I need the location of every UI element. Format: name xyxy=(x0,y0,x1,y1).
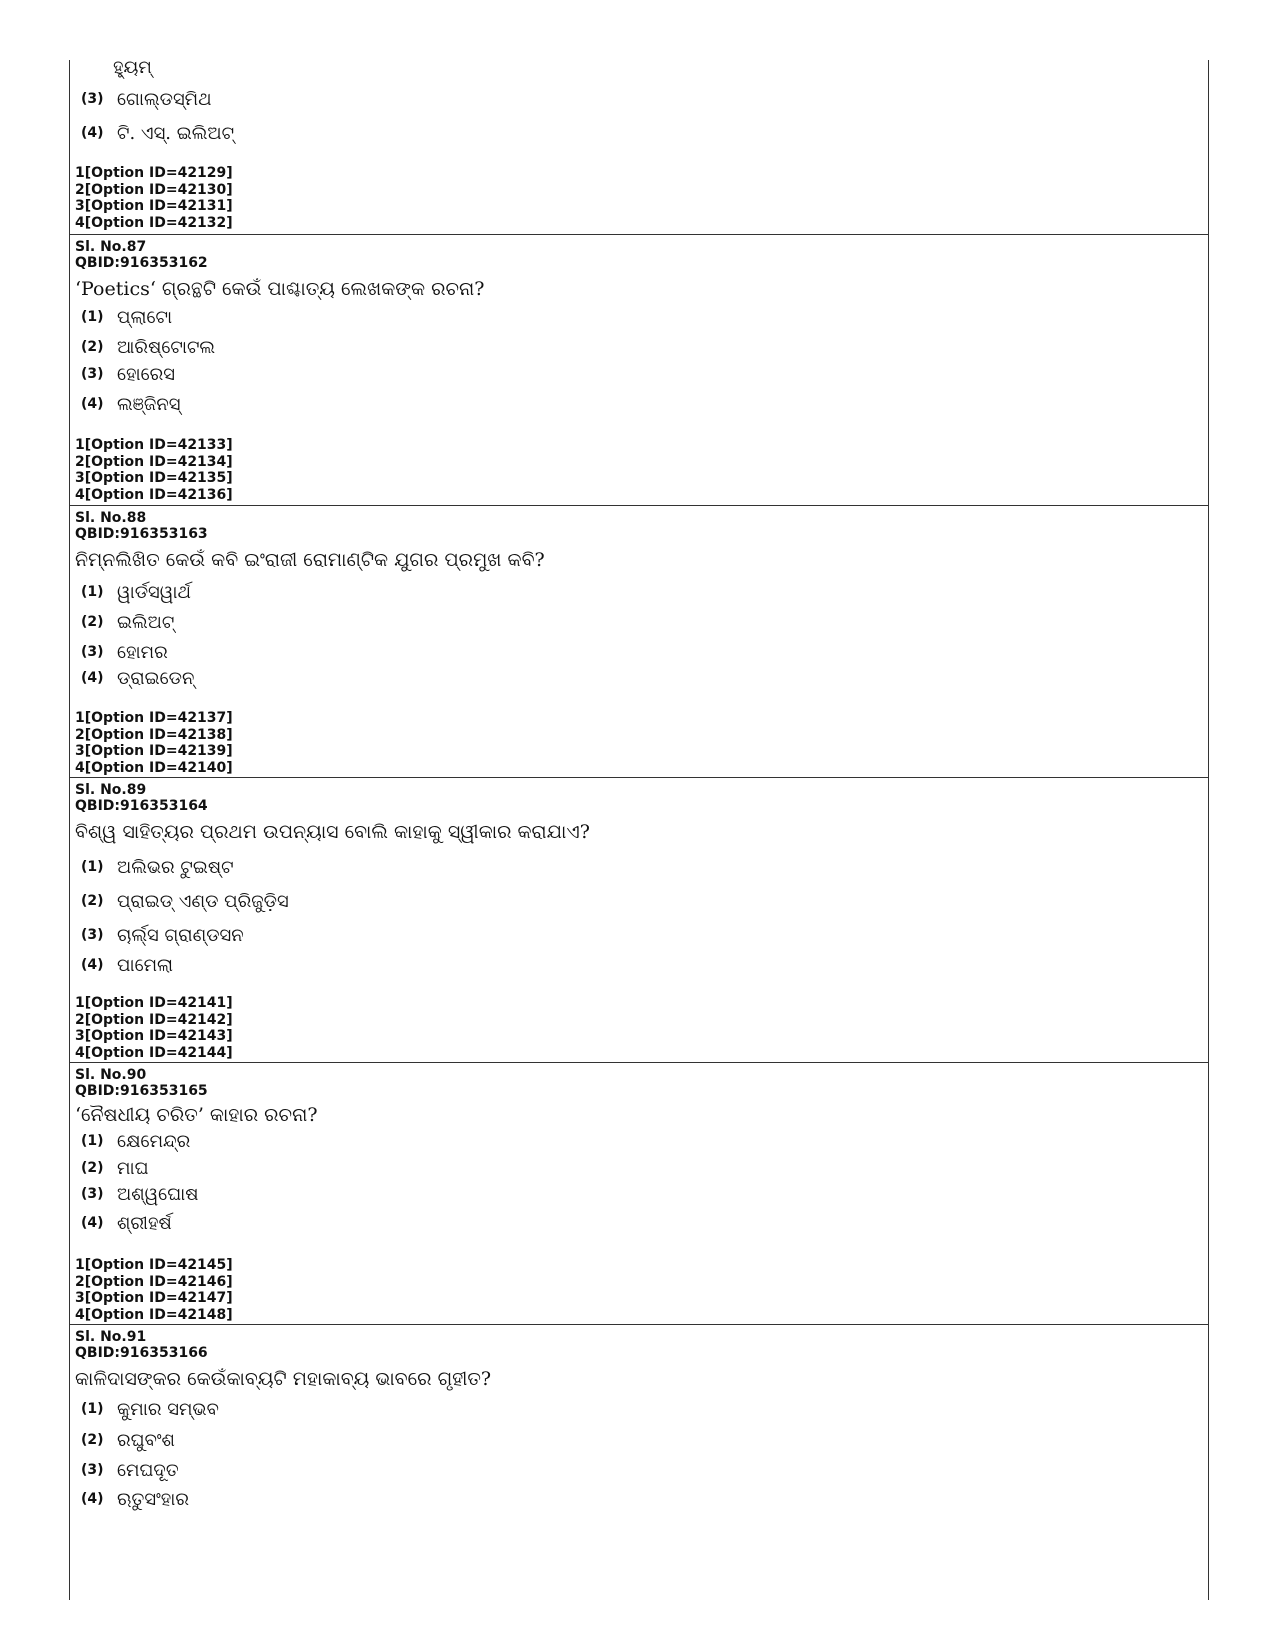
option-text: ଲଞ୍ଜିନସ୍ xyxy=(117,394,181,415)
option-1 xyxy=(81,1129,190,1154)
question-block-88 xyxy=(70,505,1208,778)
option-continuation-text: ହ୍ୟୁମ୍ xyxy=(113,57,152,78)
option-3 xyxy=(81,640,168,665)
option-4 xyxy=(81,1487,189,1512)
option-text: ଆରିଷ୍ଟୋଟଲ xyxy=(117,337,216,358)
option-number: (3) xyxy=(81,366,104,382)
option-id: 3[Option ID=42147] xyxy=(75,1290,233,1306)
option-id-list xyxy=(75,1257,233,1323)
option-4 xyxy=(81,121,234,146)
option-id: 3[Option ID=42143] xyxy=(75,1028,233,1044)
option-text: ପ୍ଲାଟୋ xyxy=(117,307,173,328)
option-text: ଅଲିଭର ଟୁଇଷ୍ଟ xyxy=(117,857,234,878)
option-1 xyxy=(81,1397,219,1422)
option-id: 1[Option ID=42145] xyxy=(75,1257,233,1273)
question-block-89 xyxy=(70,777,1208,1063)
option-2 xyxy=(81,1428,175,1453)
question-text: କାଳିଦାସଙ୍କର କେଉଁକାବ୍ୟଟି ମହାକାବ୍ୟ ଭାବରେ ଗୃହୀତ? xyxy=(75,1368,492,1390)
serial-number: Sl. No.90 xyxy=(75,1067,147,1083)
option-id: 2[Option ID=42138] xyxy=(75,726,233,743)
option-id-list xyxy=(75,437,233,503)
option-number: (2) xyxy=(81,1160,104,1176)
serial-number: Sl. No.91 xyxy=(75,1329,147,1345)
option-4 xyxy=(81,953,173,978)
option-id: 4[Option ID=42144] xyxy=(75,1044,233,1061)
option-id: 3[Option ID=42135] xyxy=(75,470,233,486)
option-id: 4[Option ID=42140] xyxy=(75,759,233,776)
option-text: ପାମେଲା xyxy=(117,955,174,976)
option-3 xyxy=(81,923,244,948)
option-3 xyxy=(81,362,175,387)
option-2 xyxy=(81,610,174,635)
question-bank-id: QBID:916353162 xyxy=(75,255,208,271)
option-number: (4) xyxy=(81,670,104,686)
question-block-90 xyxy=(70,1062,1208,1325)
option-text: ଇଲିଅଟ୍ xyxy=(117,612,175,633)
option-number: (1) xyxy=(81,1133,104,1149)
question-text: ‘Poetics‘ ଗ୍ରନ୍ଥଟି କେଉଁ ପାଶ୍ଚାତ୍ୟ ଲେଖକଙ୍କ ରଚନା? xyxy=(75,278,485,300)
serial-number: Sl. No.87 xyxy=(75,239,147,255)
option-text: ଶ୍ରୀହର୍ଷ xyxy=(117,1213,172,1234)
option-id-list xyxy=(75,995,233,1061)
option-text: କୁମାର ସମ୍ଭବ xyxy=(117,1399,219,1420)
option-id: 1[Option ID=42141] xyxy=(75,995,233,1011)
option-id: 2[Option ID=42146] xyxy=(75,1273,233,1290)
question-text: ନିମ୍ନଲିଖିତ କେଉଁ କବି ଇଂରାଜୀ ରୋମାଣ୍ଟିକ ଯୁଗର ପ୍ରମୁଖ କବି? xyxy=(75,549,545,571)
option-number: (3) xyxy=(81,644,104,660)
option-id: 1[Option ID=42129] xyxy=(75,165,233,181)
option-text: ଅଶ୍ୱଘୋଷ xyxy=(117,1184,199,1205)
option-id: 1[Option ID=42137] xyxy=(75,710,233,726)
option-number: (2) xyxy=(81,614,104,630)
option-text: ଚାର୍ଲ୍ସ ଗ୍ରାଣ୍ଡସନ xyxy=(117,925,244,946)
question-bank-id: QBID:916353164 xyxy=(75,798,208,814)
option-2 xyxy=(81,889,289,914)
serial-number: Sl. No.89 xyxy=(75,782,147,798)
question-bank-id: QBID:916353163 xyxy=(75,526,208,542)
option-id: 2[Option ID=42142] xyxy=(75,1011,233,1028)
option-3 xyxy=(81,87,212,112)
option-id: 3[Option ID=42131] xyxy=(75,198,233,214)
question-text: ‘ନୈଷଧୀୟ ଚରିତ’ କାହାର ରଚନା? xyxy=(75,1104,318,1126)
previous-question-continuation xyxy=(70,57,1208,234)
option-2 xyxy=(81,1156,149,1181)
option-text: ଗୋଲ୍ଡସ୍ମିଥ xyxy=(117,89,212,110)
option-text: କ୍ଷେମେନ୍ଦ୍ର xyxy=(117,1131,191,1152)
option-text: ମାଘ xyxy=(117,1158,149,1179)
option-text: ଡ୍ରାଇଡେନ୍ xyxy=(117,668,195,689)
question-bank-id: QBID:916353165 xyxy=(75,1083,208,1099)
option-id: 1[Option ID=42133] xyxy=(75,437,233,453)
question-paper-frame xyxy=(69,57,1209,1600)
option-text: ଟି. ଏସ୍. ଇଲିଅଟ୍ xyxy=(117,123,235,144)
option-id: 4[Option ID=42132] xyxy=(75,214,233,231)
option-number: (4) xyxy=(81,125,104,141)
option-id-list xyxy=(75,165,233,231)
option-1 xyxy=(81,305,172,330)
option-number: (3) xyxy=(81,1186,104,1202)
option-3 xyxy=(81,1458,179,1483)
option-text: ହୋମର xyxy=(117,642,168,663)
option-id: 2[Option ID=42134] xyxy=(75,453,233,470)
serial-number: Sl. No.88 xyxy=(75,510,147,526)
option-number: (2) xyxy=(81,893,104,909)
option-4 xyxy=(81,392,180,417)
option-number: (1) xyxy=(81,309,104,325)
option-text: ଋତୁସଂହାର xyxy=(117,1489,189,1510)
option-number: (1) xyxy=(81,1401,104,1417)
option-id: 3[Option ID=42139] xyxy=(75,743,233,759)
option-id: 4[Option ID=42148] xyxy=(75,1306,233,1323)
option-number: (2) xyxy=(81,339,104,355)
option-4 xyxy=(81,666,194,691)
option-3 xyxy=(81,1182,199,1207)
question-block-91 xyxy=(70,1324,1208,1601)
option-1 xyxy=(81,580,191,605)
option-number: (4) xyxy=(81,1215,104,1231)
option-id: 4[Option ID=42136] xyxy=(75,486,233,503)
option-id-list xyxy=(75,710,233,776)
option-number: (4) xyxy=(81,1491,104,1507)
question-block-87 xyxy=(70,234,1208,506)
option-4 xyxy=(81,1211,172,1236)
option-number: (1) xyxy=(81,859,104,875)
option-number: (4) xyxy=(81,396,104,412)
question-text: ବିଶ୍ୱ ସାହିତ୍ୟର ପ୍ରଥମ ଉପନ୍ୟାସ ବୋଲି କାହାକୁ ସ୍ୱୀକାର କରାଯାଏ? xyxy=(75,821,590,843)
option-text: ୱାର୍ଡସୱାର୍ଥ xyxy=(117,582,191,603)
option-number: (3) xyxy=(81,927,104,943)
option-number: (3) xyxy=(81,91,104,107)
option-1 xyxy=(81,855,234,880)
option-text: ହୋରେସ xyxy=(117,364,176,385)
option-number: (1) xyxy=(81,584,104,600)
option-2 xyxy=(81,335,215,360)
option-number: (2) xyxy=(81,1432,104,1448)
option-number: (4) xyxy=(81,957,104,973)
option-text: ମେଘଦୂତ xyxy=(117,1460,179,1481)
option-number: (3) xyxy=(81,1462,104,1478)
option-text: ରଘୁବଂଶ xyxy=(117,1430,175,1451)
question-bank-id: QBID:916353166 xyxy=(75,1345,208,1361)
option-id: 2[Option ID=42130] xyxy=(75,181,233,198)
option-text: ପ୍ରାଇଡ୍ ଏଣ୍ଡ ପ୍ରିଜୁଡ଼ିସ xyxy=(117,891,289,912)
